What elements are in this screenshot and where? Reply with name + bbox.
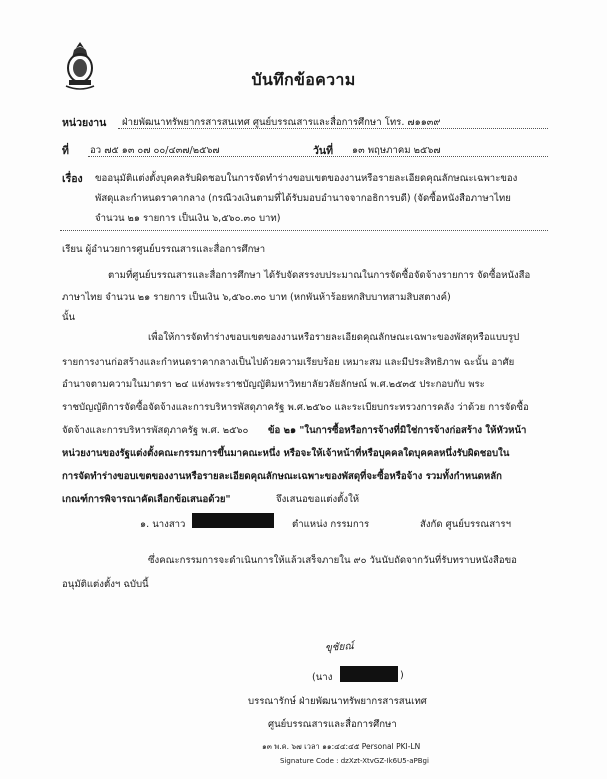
agency-value: ฝ่ายพัฒนาทรัพยากรสารสนเทศ ศูนย์บรรณสารและสื่อการศึกษา โทร. ๗๑๑๓๙ xyxy=(122,117,441,128)
committee-position: ตำแหน่ง กรรมการ xyxy=(292,519,370,530)
subject-line-1: ขออนุมัติแต่งตั้งบุคคลรับผิดชอบในการจัดทำร่างขอบเขตของงานหรือรายละเอียดคุณลักษณะเฉพาะของ xyxy=(95,173,518,184)
paragraph2-tail: จึงเสนอขอแต่งตั้งให้ xyxy=(276,494,360,505)
signer-name-prefix: (นาง xyxy=(312,672,333,683)
subject-line-2: พัสดุและกำหนดราคากลาง (กรณีวงเงินตามที่ได้รับมอบอำนาจจากอธิการบดี) (จัดซื้อหนังสือภาษาไทย xyxy=(95,193,511,204)
committee-number: ๑. นางสาว xyxy=(140,519,186,530)
subject-label: เรื่อง xyxy=(62,173,83,185)
paragraph2-line-4: ราชบัญญัติการจัดซื้อจัดจ้างและการบริหารพัสดุภาครัฐ พ.ศ.๒๕๖๐ และระเบียบกระทรวงการคลัง ว่าด้วย การจัดซื้อ xyxy=(62,402,529,413)
handwritten-signature: ขุชัยณ์ xyxy=(324,641,355,654)
paragraph2-bold-line-1: หน่วยงานของรัฐแต่งตั้งคณะกรรมการขึ้นมาคณะหนึ่ง หรือจะให้เจ้าหน้าที่หรือบุคคลใดบุคคลหนึ่งรับผิดชอบใน xyxy=(62,448,510,459)
redacted-member-name xyxy=(192,513,274,528)
signer-position-1: บรรณารักษ์ ฝ่ายพัฒนาทรัพยากรสารสนเทศ xyxy=(248,696,427,707)
agency-label: หน่วยงาน xyxy=(62,117,107,129)
paragraph2-line-1: เพื่อให้การจัดทำร่างขอบเขตของงานหรือรายละเอียดคุณลักษณะเฉพาะของพัสดุหรือแบบรูป xyxy=(148,332,520,343)
paragraph2-bold-line-2: การจัดทำร่างขอบเขตของงานหรือรายละเอียดคุณลักษณะเฉพาะของพัสดุที่จะซื้อหรือจ้าง รวมทั้งกำหนดหลัก xyxy=(62,471,502,482)
paragraph3-line-1: ซึ่งคณะกรรมการจะดำเนินการให้แล้วเสร็จภายใน ๙๐ วันนับถัดจากวันที่รับทราบหนังสือขอ xyxy=(148,555,517,566)
paragraph2-bold-start: ข้อ ๒๑ "ในการซื้อหรือการจ้างที่มิใช่การจ้างก่อสร้าง ให้หัวหน้า xyxy=(268,425,527,436)
signature-code: Signature Code : dzXzt-XtvGZ-Ik6U5-aPBgi xyxy=(280,757,429,765)
signer-position-2: ศูนย์บรรณสารและสื่อการศึกษา xyxy=(268,719,397,730)
signer-name-suffix: ) xyxy=(400,670,404,681)
ref-value: อว ๗๕ ๑๓ ๐๗ ๐๐/๔๓๗/๒๕๖๗ xyxy=(90,145,220,156)
ref-dotline xyxy=(88,156,548,157)
document-title: บันทึกข้อความ xyxy=(251,70,356,89)
date-value: ๑๓ พฤษภาคม ๒๕๖๗ xyxy=(352,145,441,156)
subject-line-3: จำนวน ๒๑ รายการ เป็นเงิน ๖,๕๖๐.๓๐ บาท) xyxy=(95,213,281,224)
agency-dotline xyxy=(118,128,548,129)
paragraph1-line-1: ตามที่ศูนย์บรรณสารและสื่อการศึกษา ได้รับจัดสรรงบประมาณในการจัดซื้อจัดจ้างรายการ จัดซื้อหนังสือ xyxy=(108,270,531,281)
paragraph2-line-2: รายการงานก่อสร้างและกำหนดราคากลางเป็นไปด้วยความเรียบร้อย เหมาะสม และมีประสิทธิภาพ ฉะนั้น อาศัย xyxy=(62,357,515,368)
paragraph1-line-2: ภาษาไทย จำนวน ๒๑ รายการ เป็นเงิน ๖,๕๖๐.๓๐ บาท (หกพันห้าร้อยหกสิบบาทสามสิบสตางค์) xyxy=(62,292,451,303)
subject-dotline xyxy=(60,230,548,231)
paragraph2-bold-end: เกณฑ์การพิจารณาคัดเลือกข้อเสนอด้วย" xyxy=(62,494,231,505)
paragraph2-line-5: จัดจ้างและการบริหารพัสดุภาครัฐ พ.ศ. ๒๕๖๐ xyxy=(62,425,249,436)
date-label: วันที่ xyxy=(313,145,333,157)
redacted-signer-name xyxy=(340,666,398,682)
salutation: เรียน ผู้อำนวยการศูนย์บรรณสารและสื่อการศึกษา xyxy=(62,244,266,255)
paragraph2-line-3: อำนาจตามความในมาตรา ๒๔ แห่งพระราชบัญญัติมหาวิทยาลัยวลัยลักษณ์ พ.ศ.๒๕๓๕ ประกอบกับ พระ xyxy=(62,379,485,390)
committee-affiliation: สังกัด ศูนย์บรรณสารฯ xyxy=(420,519,511,530)
digital-stamp-line-1: ๑๓ พ.ค. ๖๗ เวลา ๑๑:๔๔:๔๕ Personal PKI-LN xyxy=(262,742,421,751)
paragraph1-line-3: นั้น xyxy=(62,312,76,323)
ref-label: ที่ xyxy=(62,145,69,157)
paragraph3-line-2: อนุมัติแต่งตั้งฯ ฉบับนี้ xyxy=(62,579,149,590)
